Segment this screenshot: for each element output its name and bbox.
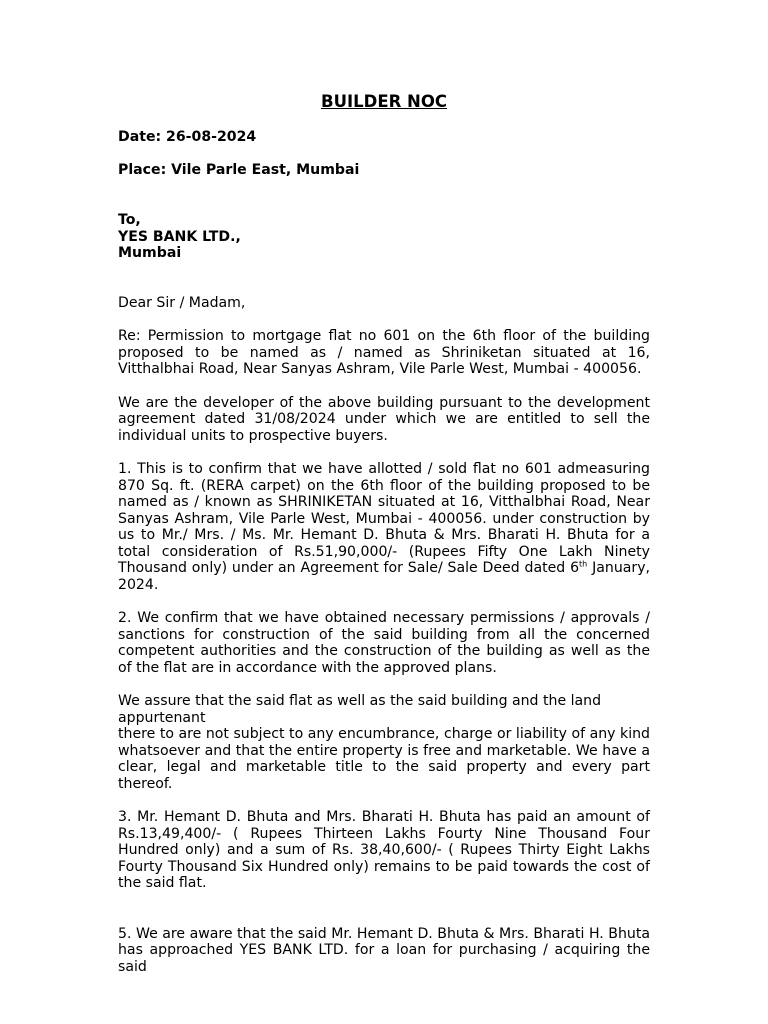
address-city: Mumbai [118, 245, 182, 261]
point-1-suffix: January, 2024. [118, 560, 651, 593]
document-page [118, 92, 650, 992]
point-1-paragraph [118, 461, 650, 593]
point-5-paragraph: 5. We are aware that the said Mr. Hemant D. Bhuta & Mrs. Bharati H. Bhuta has approached YES BANK LTD. for a loan for purchasing / acquiring the said [118, 925, 650, 975]
point-1-text: 1. This is to confirm that we have allotted / sold flat no 601 admeasuring 870 Sq. ft. (RERA carpet) on the 6th floor of the building proposed to be named as / known as SHRINIKETAN situated at 16, Vitthalbhai Road, Near Sanyas Ashram, Vile Parle West, Mumbai - 400056. under construction by us to Mr./ Mrs. / Ms. Mr. Hemant D. Bhuta & Mrs. Bharati H. Bhuta for a total consideration of Rs.51,90,000/- (Rupees Fifty One Lakh Ninety Thousand only) under an Agreement for Sale/ Sale Deed dated 6 [118, 461, 650, 576]
developer-paragraph: We are the developer of the above building pursuant to the development agreement dated 31/08/2024 under which we are entitled to sell the individual units to prospective buyers. [118, 394, 650, 444]
address-to: To, [118, 212, 141, 228]
document-title: BUILDER NOC [321, 92, 447, 111]
address-bank: YES BANK LTD., [118, 228, 241, 245]
salutation: Dear Sir / Madam, [118, 294, 246, 311]
document-date: Date: 26-08-2024 [118, 129, 257, 145]
point-2-paragraph: 2. We confirm that we have obtained necessary permissions / approvals / sanctions for construction of the said building from all the concerned competent authorities and the construction of the building as well as the of the flat are in accordance with the approved plans. [118, 610, 650, 676]
re-paragraph: Re: Permission to mortgage flat no 601 on the 6th floor of the building proposed to be named as / named as Shriniketan situated at 16, Vitthalbhai Road, Near Sanyas Ashram, Vile Parle West, Mumbai - 400056. [118, 328, 650, 377]
assurance-line-1: We assure that the said flat as well as the said building and the land appurtenant [118, 693, 602, 726]
point-3-paragraph: 3. Mr. Hemant D. Bhuta and Mrs. Bharati H. Bhuta has paid an amount of Rs.13,49,400/- ( Rupees Thirteen Lakhs Fourty Nine Thousand Four Hundred only) and a sum of Rs. 38,40,600/- ( Rupees Thirty Eight Lakhs Fourty Thousand Six Hundred only) remains to be paid towards the cost of the said flat. [118, 809, 650, 891]
assurance-line-2: there to are not subject to any encumbrance, charge or liability of any kind whatsoever and that the entire property is free and marketable. We have a clear, legal and marketable title to the said property and every part thereof. [118, 726, 650, 792]
recipient-address [118, 212, 650, 262]
point-1-superscript: th [579, 559, 588, 569]
document-place: Place: Vile Parle East, Mumbai [118, 161, 360, 178]
